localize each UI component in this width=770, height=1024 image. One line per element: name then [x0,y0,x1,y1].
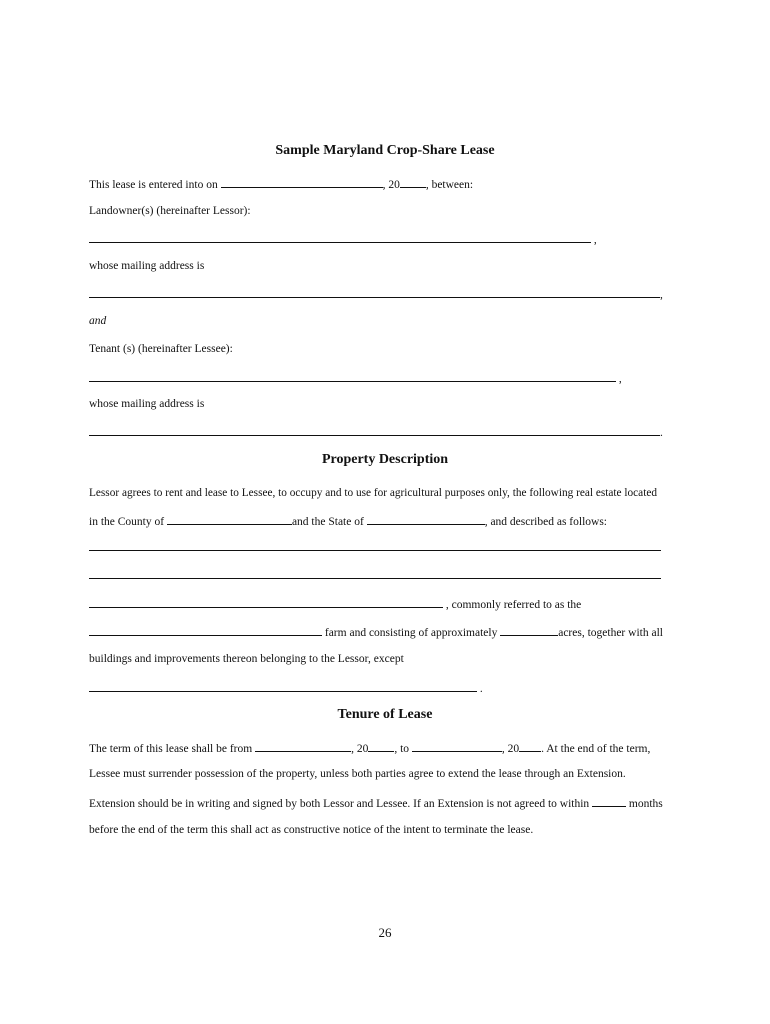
lessor-address-blank[interactable] [89,286,660,298]
intro-line [89,176,473,192]
description-blank-2[interactable] [89,578,661,579]
term-suffix: . At the end of the term, [541,743,651,755]
tenant-blank[interactable] [89,370,616,382]
start-year-blank[interactable] [368,740,394,752]
farm-text: farm and consisting of approximately [322,627,501,639]
lessor-address-line [89,286,663,302]
intro-prefix: This lease is entered into on [89,179,218,191]
farm-name-blank[interactable] [89,624,322,636]
year-blank[interactable] [400,176,426,188]
except-blank[interactable] [89,680,477,692]
date-blank[interactable] [221,176,383,188]
mailing-label-lessor: whose mailing address is [89,260,205,272]
extension-prefix: Extension should be in writing and signed by both Lessor and Lessee. If an Extension is not agreed to within [89,798,590,810]
end-date-blank[interactable] [412,740,502,752]
term-to: , to [394,743,410,755]
property-para1: Lessor agrees to rent and lease to Lessee, to occupy and to use for agricultural purposes only, the following real estate located [89,487,657,499]
intro-suffix: , between: [425,179,474,191]
lessee-address-line [89,424,663,440]
landowner-blank[interactable] [89,231,591,243]
mailing-label-lessee: whose mailing address is [89,398,205,410]
tenant-name-line [89,370,622,386]
tenure-heading: Tenure of Lease [337,707,433,722]
tenant-line-end: , [616,373,622,385]
lessee-address-end: . [660,427,663,439]
tenure-line2: Lessee must surrender possession of the property, unless both parties agree to extend the lease through an Extension. [89,768,626,780]
and-italic: and [89,315,107,327]
except-line [89,680,483,696]
landowner-name-line [89,231,597,247]
landowner-line-end: , [591,234,597,246]
start-date-blank[interactable] [255,740,351,752]
end-year-blank[interactable] [519,740,541,752]
document-title: Sample Maryland Crop-Share Lease [275,143,495,158]
county-prefix: in the County of [89,516,165,528]
acres-blank[interactable] [500,624,558,636]
landowner-label: Landowner(s) (hereinafter Lessor): [89,205,251,217]
state-prefix: and the State of [291,516,364,528]
term-prefix: The term of this lease shall be from [89,743,253,755]
county-blank[interactable] [167,513,292,525]
tenure-line4: before the end of the term this shall act as constructive notice of the intent to terminate the lease. [89,824,534,836]
farm-line [89,624,663,640]
property-heading: Property Description [321,452,449,467]
tenant-label: Tenant (s) (hereinafter Lessee): [89,343,233,355]
commonly-line [89,596,581,612]
described-suffix: , and described as follows: [484,516,608,528]
description-blank-1[interactable] [89,550,661,551]
and-text [89,314,106,328]
term-line [89,740,650,756]
lessee-address-blank[interactable] [89,424,660,436]
except-line-end: . [477,683,483,695]
state-blank[interactable] [367,513,485,525]
term-year1: , 20 [351,743,369,755]
tenure-line3 [89,795,663,811]
lessor-address-end: , [660,289,663,301]
page-number: 26 [378,925,392,940]
commonly-suffix: , commonly referred to as the [443,599,582,611]
buildings-line: buildings and improvements thereon belonging to the Lessor, except [89,653,404,665]
commonly-blank[interactable] [89,596,443,608]
acres-text: acres, together with all [558,627,663,639]
intro-year-prefix: , 20 [382,179,400,191]
months-blank[interactable] [592,795,626,807]
months-suffix: months [626,798,663,810]
term-year2: , 20 [501,743,520,755]
county-line [89,513,607,529]
